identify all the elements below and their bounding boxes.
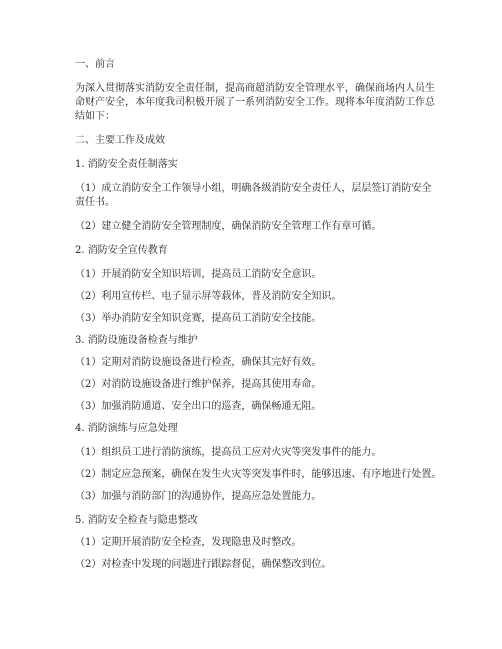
- list-item: （1）定期对消防设施设备进行检查，确保其完好有效。: [75, 357, 322, 368]
- section-heading-preface: 一、前言: [75, 59, 115, 70]
- list-item: （2）制定应急预案，确保在发生火灾等突发事件时，能够迅速、有序地进行处置。: [75, 469, 442, 480]
- list-item: （2）建立健全消防安全管理制度，确保消防安全管理工作有章可循。: [75, 221, 382, 232]
- list-item: 责任书。: [75, 197, 115, 208]
- list-item: （1）组织员工进行消防演练，提高员工应对火灾等突发事件的能力。: [75, 447, 382, 458]
- list-item: （1）成立消防安全工作领导小组，明确各级消防安全责任人，层层签订消防安全: [75, 183, 432, 194]
- subsection-heading: 4. 消防演练与应急处理: [75, 423, 178, 434]
- subsection-heading: 1. 消防安全责任制落实: [75, 159, 178, 170]
- list-item: （2）对检查中发现的问题进行跟踪督促，确保整改到位。: [75, 559, 332, 570]
- list-item: （1）开展消防安全知识培训，提高员工消防安全意识。: [75, 269, 322, 280]
- list-item: （3）加强与消防部门的沟通协作，提高应急处置能力。: [75, 491, 322, 502]
- section-heading-main-work: 二、主要工作及成效: [75, 135, 165, 146]
- subsection-heading: 3. 消防设施设备检查与维护: [75, 335, 198, 346]
- list-item: （2）对消防设施设备进行维护保养，提高其使用寿命。: [75, 379, 322, 390]
- intro-paragraph-line: 为深入贯彻落实消防安全责任制，提高商超消防安全管理水平，确保商场内人员生: [75, 83, 435, 94]
- list-item: （2）利用宣传栏、电子显示屏等载体，普及消防安全知识。: [75, 291, 342, 302]
- list-item: （3）加强消防通道、安全出口的巡查，确保畅通无阻。: [75, 401, 322, 412]
- subsection-heading: 2. 消防安全宣传教育: [75, 245, 168, 256]
- intro-paragraph-line: 结如下：: [75, 111, 115, 122]
- list-item: （3）举办消防安全知识竞赛，提高员工消防安全技能。: [75, 313, 322, 324]
- list-item: （1）定期开展消防安全检查，发现隐患及时整改。: [75, 537, 302, 548]
- subsection-heading: 5. 消防安全检查与隐患整改: [75, 515, 198, 526]
- intro-paragraph-line: 命财产安全，本年度我司积极开展了一系列消防安全工作。现将本年度消防工作总: [75, 97, 435, 108]
